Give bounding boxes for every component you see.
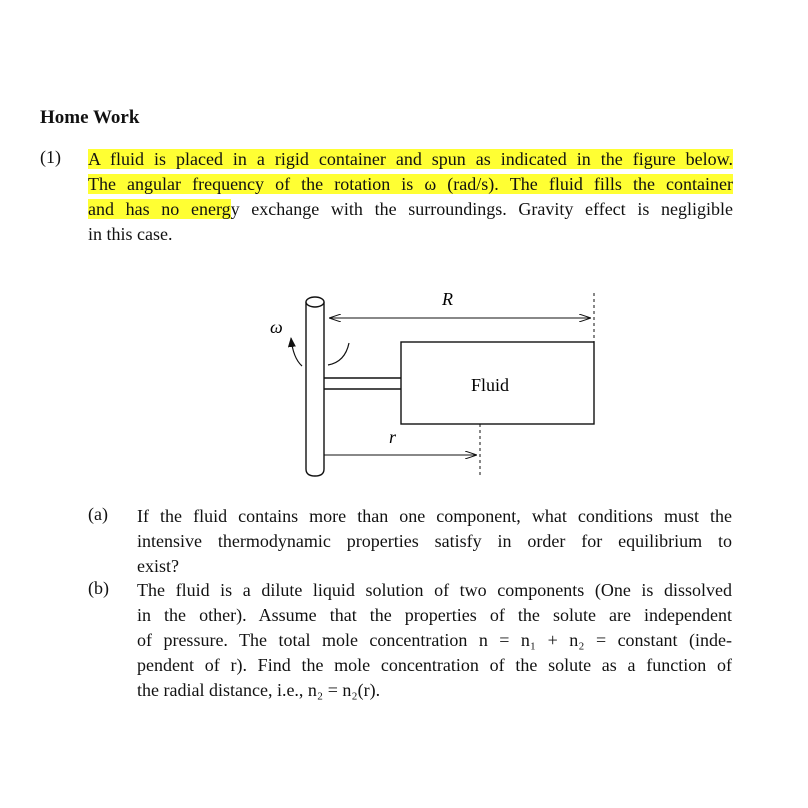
part-a-line: exist? bbox=[137, 556, 179, 576]
radius-r-label: r bbox=[389, 427, 397, 447]
part-a-label: (a) bbox=[88, 504, 108, 524]
part-a-line: If the fluid contains more than one component, what conditions must the bbox=[137, 506, 732, 526]
omega-label: ω bbox=[270, 317, 283, 337]
part-b-line: the radial distance, i.e., n₂ = n₂(r). bbox=[137, 680, 381, 700]
highlighted-text: A fluid is placed in a rigid container and spun as indicated in the figure below. bbox=[88, 149, 733, 169]
part-b-line: The fluid is a dilute liquid solution of two components (One is dissolved bbox=[137, 580, 732, 600]
part-b-text bbox=[137, 578, 732, 703]
rotating-shaft bbox=[306, 297, 324, 476]
part-b-line: in the other). Assume that the properties of the solute are independent bbox=[137, 605, 732, 625]
highlighted-text: The angular frequency of the rotation is ω (rad/s). The fluid fills the container bbox=[88, 174, 733, 194]
part-b-label: (b) bbox=[88, 578, 109, 598]
question-line-4: in this case. bbox=[88, 224, 173, 244]
question-number: (1) bbox=[40, 147, 61, 167]
page-title: Home Work bbox=[40, 107, 140, 128]
part-b-line: of pressure. The total mole concentration n = n₁ + n₂ = constant (inde- bbox=[137, 630, 732, 650]
highlighted-text: and has no energ bbox=[88, 199, 231, 219]
part-b-line: pendent of r). Find the mole concentration of the solute as a function of bbox=[137, 655, 732, 675]
fluid-label: Fluid bbox=[471, 375, 510, 395]
part-a-text bbox=[137, 504, 732, 579]
radius-R-label: R bbox=[442, 289, 453, 309]
plain-text: y exchange with the surroundings. Gravity effect is negligible bbox=[230, 199, 733, 219]
rotation-arrow bbox=[291, 338, 349, 366]
part-a-line: intensive thermodynamic properties satisfy in order for equilibrium to bbox=[137, 531, 732, 551]
connecting-rod bbox=[324, 378, 401, 389]
